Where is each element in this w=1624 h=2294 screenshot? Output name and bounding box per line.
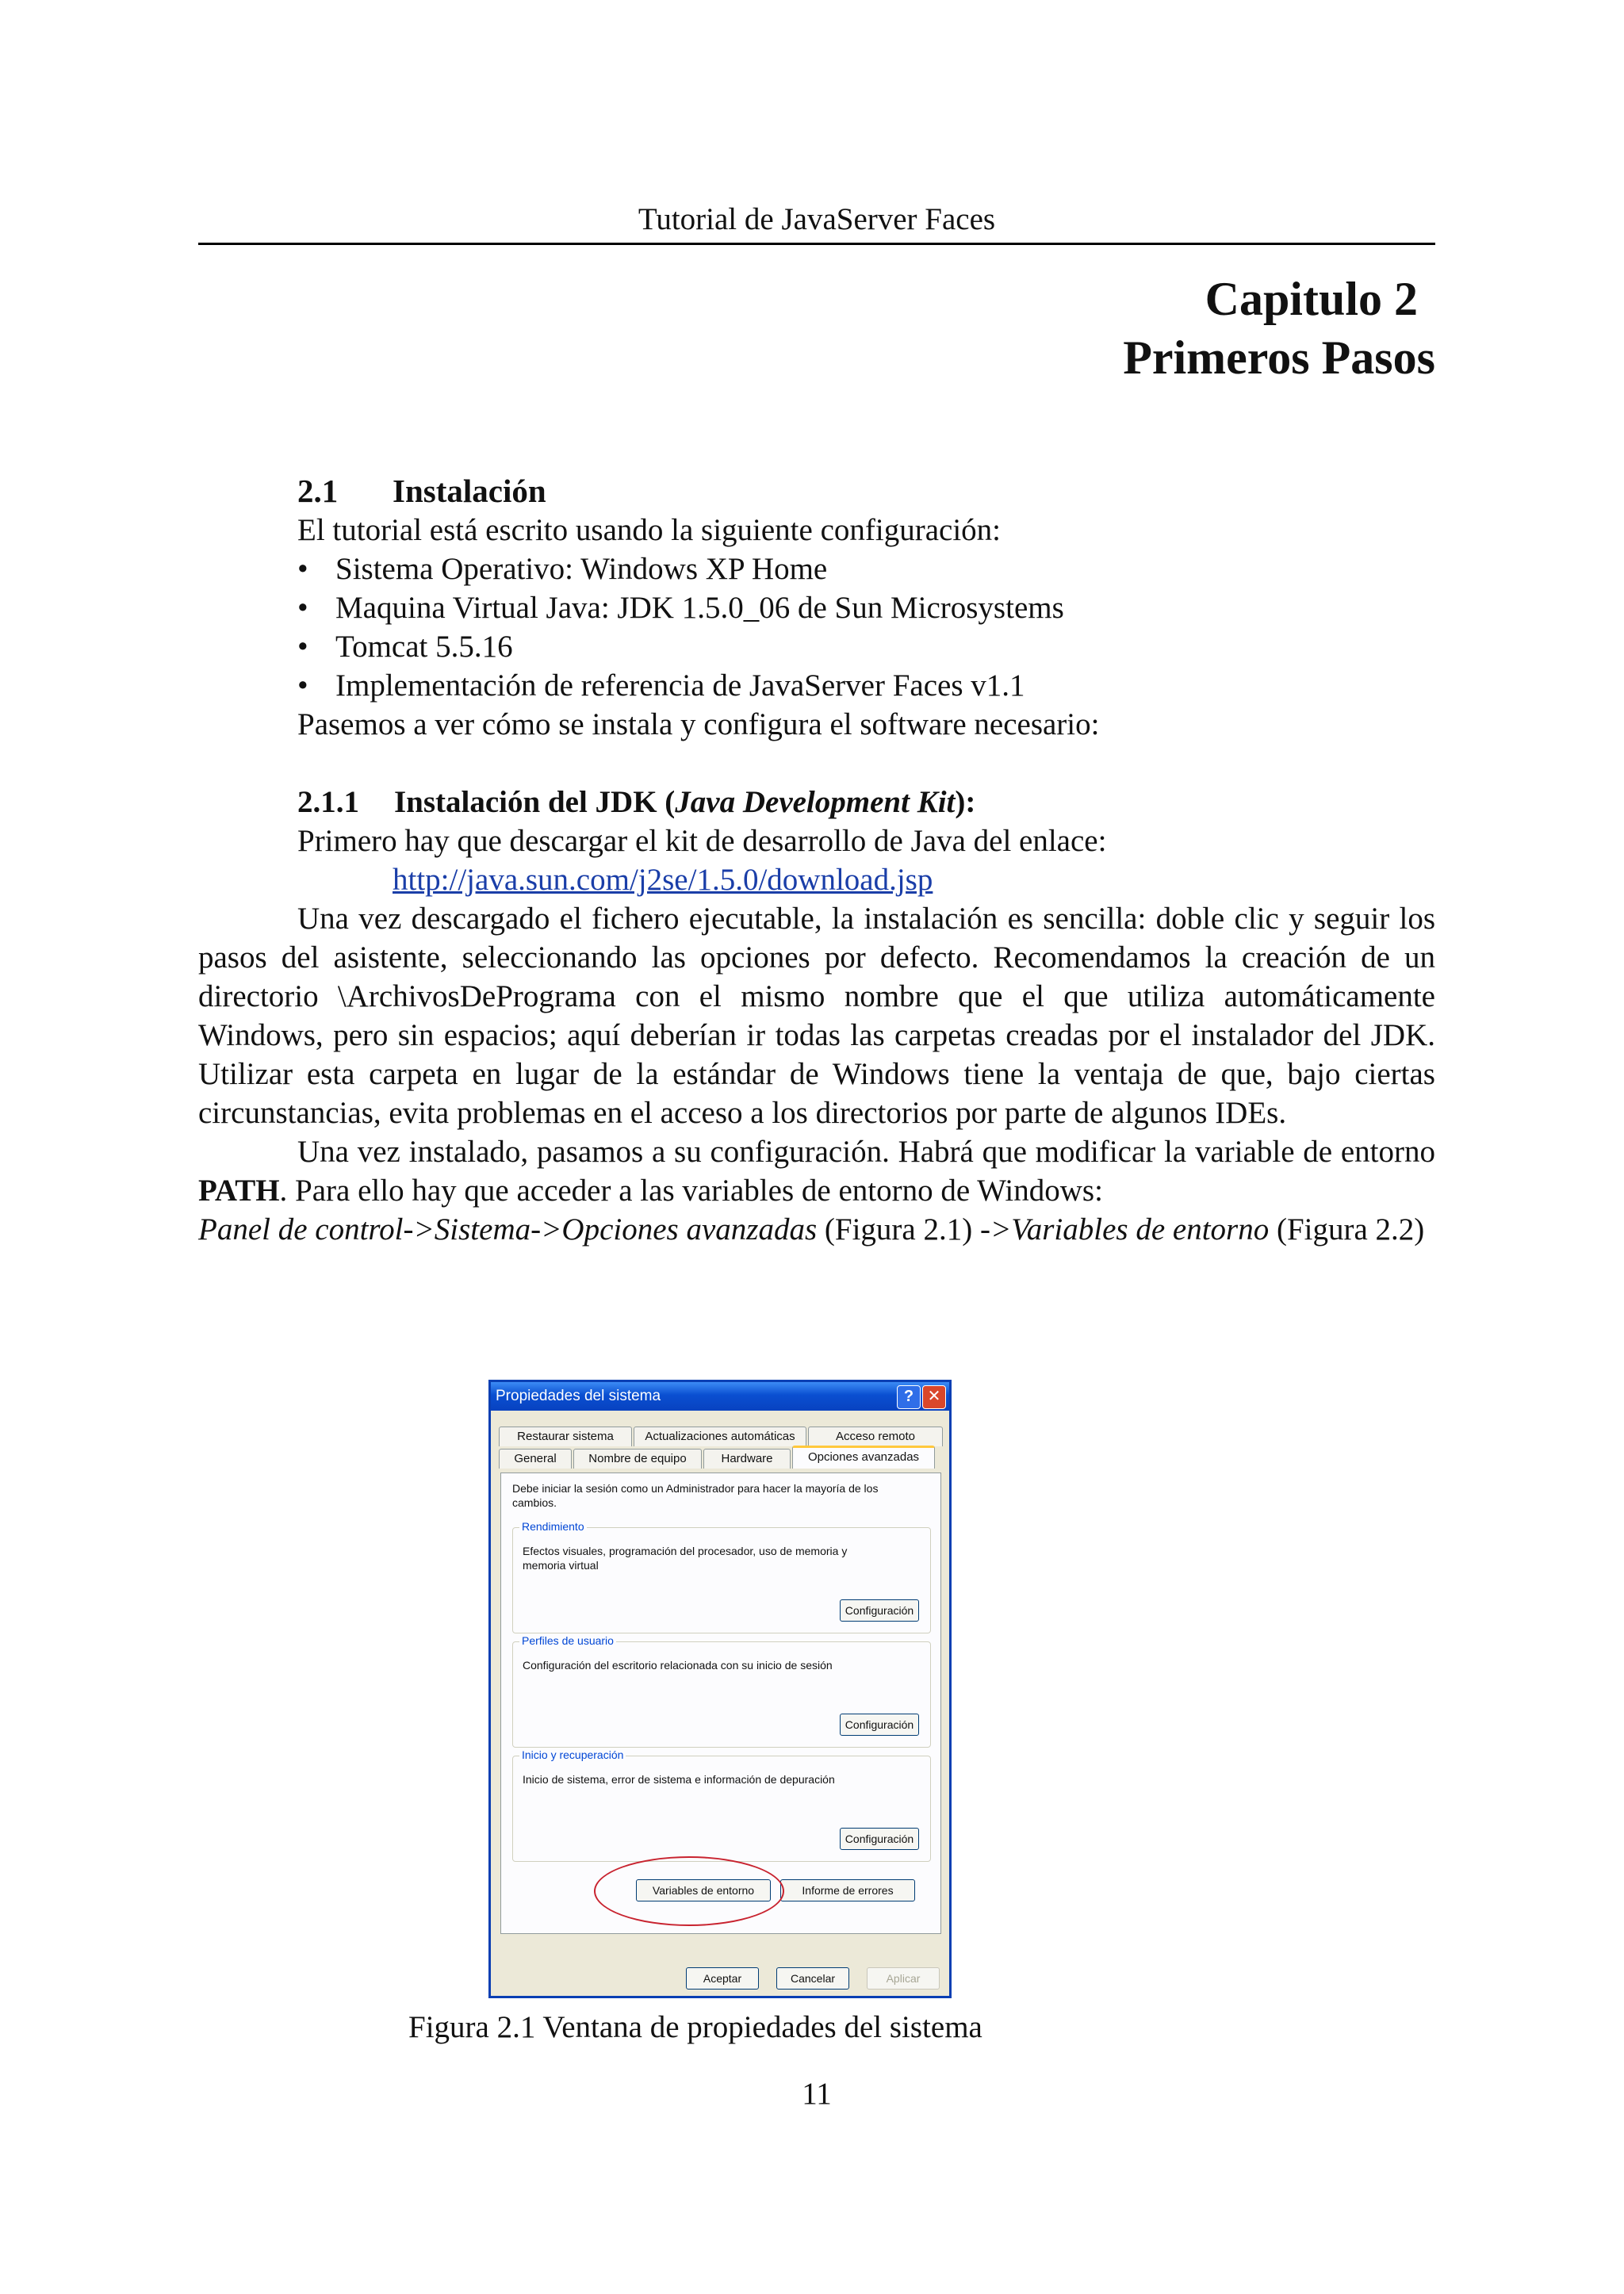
install-paragraph: Una vez descargado el fichero ejecutable, la instalación es sencilla: doble clic y seguir los pasos del asistente, seleccionando las opciones por defecto. Recomendamos la creación de un directorio \ArchivosDePrograma con el mismo nombre que el que utiliza automáticamente Windows, pero sin espacios; aquí deberían ir todas las carpetas creadas por el instalador del JDK. Utilizar esta carpeta en lugar de la estándar de Windows tiene la ventaja de que, bajo ciertas circunstancias, evita problemas en el acceso a los directorios por parte de algunos IDEs.: [198, 902, 1435, 1130]
chapter-title: Primeros Pasos: [1123, 331, 1435, 384]
dialog-title: Propiedades del sistema: [496, 1388, 661, 1404]
figure-ref-1: (Figura 2.1): [817, 1212, 980, 1247]
config-text-b: . Para ello hay que acceder a las variables de entorno de Windows:: [279, 1174, 1103, 1208]
error-report-button[interactable]: Informe de errores: [780, 1879, 915, 1901]
apply-button[interactable]: Aplicar: [867, 1967, 940, 1990]
help-icon[interactable]: ?: [897, 1385, 921, 1409]
close-icon[interactable]: ✕: [922, 1385, 946, 1409]
page-content: [198, 472, 1435, 1249]
chapter-heading: [1123, 270, 1435, 387]
figure-caption: [198, 2006, 1435, 2049]
subsection-title-suffix: ):: [955, 785, 976, 819]
perfiles-config-button[interactable]: Configuración: [840, 1714, 919, 1736]
list-item: • Sistema Operativo: Windows XP Home: [297, 550, 1435, 588]
running-header: Tutorial de JavaServer Faces: [198, 198, 1435, 245]
tab-nombre-equipo[interactable]: Nombre de equipo: [573, 1449, 702, 1469]
page-number: 11: [802, 2077, 832, 2111]
group-rendimiento: [512, 1520, 931, 1633]
config-text-a: Una vez instalado, pasamos a su configuración. Habrá que modificar la variable de entorno: [297, 1135, 1435, 1169]
path-variable: PATH: [198, 1174, 280, 1208]
figure-ref-2: (Figura 2.2): [1269, 1212, 1425, 1247]
subsection-heading: [198, 783, 1435, 821]
config-list: [198, 550, 1435, 705]
tab-hardware[interactable]: Hardware: [703, 1449, 791, 1469]
list-item: • Tomcat 5.5.16: [297, 627, 1435, 666]
group-legend: Rendimiento: [519, 1520, 587, 1533]
section-title: Instalación: [393, 473, 546, 509]
download-link[interactable]: http://java.sun.com/j2se/1.5.0/download.jsp: [393, 863, 933, 897]
download-text: Primero hay que descargar el kit de desarrollo de Java del enlace:: [297, 824, 1107, 858]
system-properties-screenshot: [488, 1380, 952, 1998]
highlight-circle: [594, 1856, 784, 1926]
ok-button[interactable]: Aceptar: [686, 1967, 759, 1990]
group-legend: Perfiles de usuario: [519, 1634, 616, 1647]
subsection-title-italic: Java Development Kit: [675, 785, 956, 819]
rendimiento-config-button[interactable]: Configuración: [840, 1599, 919, 1622]
navigation-path: [198, 1210, 1435, 1249]
tab-opciones-avanzadas[interactable]: Opciones avanzadas: [792, 1446, 935, 1469]
list-item: • Maquina Virtual Java: JDK 1.5.0_06 de Sun Microsystems: [297, 588, 1435, 627]
outro-text: Pasemos a ver cómo se instala y configura el software necesario:: [297, 707, 1100, 741]
list-item: • Implementación de referencia de JavaServer Faces v1.1: [297, 666, 1435, 705]
group-description: Efectos visuales, programación del procesador, uso de memoria y memoria virtual: [523, 1545, 848, 1572]
intro-text: El tutorial está escrito usando la siguiente configuración:: [297, 513, 1001, 547]
section-number: 2.1: [297, 473, 339, 509]
subsection-number: 2.1.1: [297, 785, 359, 819]
subsection-title-prefix: Instalación del JDK (: [394, 785, 676, 819]
nav-path-italic-2: ->Variables de entorno: [979, 1212, 1270, 1247]
tab-actualizaciones[interactable]: Actualizaciones automáticas: [634, 1427, 806, 1446]
config-paragraph: [198, 1132, 1435, 1210]
section-heading: [198, 472, 1435, 511]
tab-restaurar-sistema[interactable]: Restaurar sistema: [499, 1427, 632, 1446]
group-description: Configuración del escritorio relacionada con su inicio de sesión: [523, 1659, 833, 1672]
admin-note: Debe iniciar la sesión como un Administrador para hacer la mayoría de los cambios.: [512, 1482, 879, 1509]
dialog-titlebar: [491, 1382, 949, 1411]
nav-path-italic: Panel de control->Sistema->Opciones avanzadas: [198, 1212, 818, 1247]
figure-caption-text: Figura 2.1 Ventana de propiedades del sistema: [408, 2010, 982, 2044]
environment-variables-button[interactable]: Variables de entorno: [636, 1879, 771, 1901]
tab-general[interactable]: General: [499, 1449, 572, 1469]
inicio-config-button[interactable]: Configuración: [840, 1828, 919, 1850]
chapter-number: Capitulo 2: [1205, 273, 1418, 325]
group-legend: Inicio y recuperación: [519, 1748, 626, 1761]
tab-acceso-remoto[interactable]: Acceso remoto: [808, 1427, 943, 1446]
group-perfiles: [512, 1634, 931, 1748]
group-description: Inicio de sistema, error de sistema e información de depuración: [523, 1773, 835, 1786]
group-inicio-recuperacion: [512, 1748, 931, 1862]
cancel-button[interactable]: Cancelar: [776, 1967, 849, 1990]
